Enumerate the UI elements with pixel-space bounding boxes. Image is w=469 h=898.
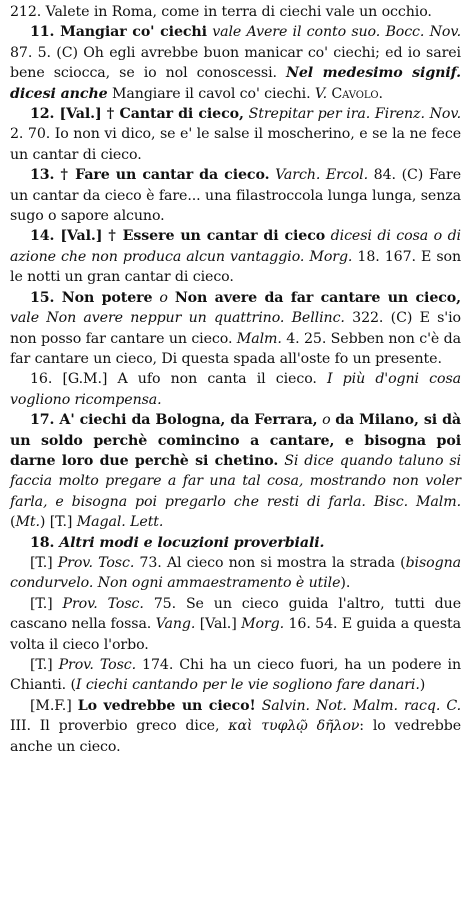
entry-text-run: da Milano, si dà un soldo perchè comincino a cantare, e bisogna poi darne loro due perchè si chetino. (10, 412, 461, 469)
entry-text-run: vale (206, 24, 247, 41)
dictionary-entry-e18 (10, 533, 461, 553)
entry-text-run: 14. [Val.] † Essere un cantar di cieco (30, 228, 326, 245)
entry-text-run: Varch. Ercol. (275, 167, 369, 184)
dictionary-entry-e18b (10, 594, 461, 655)
entry-text-run: I ciechi cantando per le vie sogliono fare danari. (75, 677, 420, 694)
entry-text-run: 16. 54. E guida a questa volta il cieco l'orbo. (10, 616, 461, 653)
entry-text-run: ). (340, 575, 351, 592)
entry-text-run: ( (10, 514, 16, 531)
entry-text-run: 11. Mangiar co' ciechi (30, 24, 207, 41)
entry-text-run: Strepitar per ira. (248, 106, 371, 123)
dictionary-entry-e13 (10, 165, 461, 226)
entry-text-run: Cavolo. (326, 85, 383, 102)
dictionary-entry-e17 (10, 410, 461, 532)
dictionary-entry-e16 (10, 369, 461, 410)
entry-text-run: 18. (30, 534, 60, 551)
dictionary-entry-e18c (10, 655, 461, 696)
dictionary-entry-e212 (10, 2, 461, 22)
entry-text-run: Vang. (155, 616, 196, 633)
entry-text-run: 73. Al cieco non si mostra la strada ( (134, 554, 406, 571)
entry-text-run (366, 494, 374, 510)
entry-text-run: Salvin. Not. Malm. racq. C. (261, 697, 462, 714)
entry-text-run: Prov. Tosc. (62, 595, 144, 612)
dictionary-entry-e14 (10, 226, 461, 287)
entry-text-run: Malm. (236, 330, 282, 347)
entry-text-run (284, 310, 291, 326)
entry-text-run: 18. 167. E son le notti un gran cantar di cieco. (10, 248, 461, 286)
entry-text-run: ) [T.] (39, 514, 77, 531)
entry-text-run: Prov. Tosc. (58, 657, 137, 673)
entry-text-run: Prov. Tosc. (57, 554, 135, 571)
entry-text-run: 17. A' ciechi da Bologna, da Ferrara, (30, 412, 318, 429)
entry-text-run: 12. [Val.] † Cantar di cieco, (30, 106, 244, 123)
entry-text-run: 212. Valete in Roma, come in terra di ciechi vale un occhio. (10, 4, 432, 20)
entry-text-run: [Val.] (195, 616, 242, 633)
entry-text-run: 322. (C) E s'io non posso far cantare un cieco. (10, 310, 461, 347)
entry-text-run: Non avere da far cantare un cieco, (174, 289, 462, 306)
entry-text-run: o (317, 412, 336, 429)
dictionary-entry-e18d (10, 696, 461, 757)
entry-text-run: dicesi di cosa o di azione che non produca alcun vantaggio. (10, 228, 461, 265)
entry-text-run: Mt. (15, 514, 40, 531)
entry-text-run: 87. 5. (C) Oh egli avrebbe buon manicar co' ciechi; ed io sarei bene sciocca, se io nol conoscessi. (10, 44, 461, 82)
entry-text-run: καὶ τυφλῷ δῆλον (228, 718, 360, 735)
entry-text-run: 13. † Fare un cantar da cieco. (30, 167, 270, 184)
entry-text-run: [T.] (30, 657, 59, 673)
entry-text-run: Lo vedrebbe un cieco! (77, 697, 256, 714)
entry-text-run: 4. 25. Sebben non c'è da far cantare un cieco, Di questa spada all'oste fo un presente. (10, 330, 461, 367)
entry-text-run: 75. Se un cieco guida l'altro, tutti due cascano nella fossa. (10, 595, 461, 633)
entry-text-run: [T.] (30, 595, 63, 612)
entry-text-run: V. (314, 85, 327, 102)
entry-text-run: III. Il proverbio greco dice, (10, 718, 229, 735)
entry-text-run: [M.F.] (30, 697, 78, 714)
entry-text-run: Altri modi e locuzioni proverbiali. (59, 534, 325, 551)
entry-text-run: Nel medesimo signif. dicesi anche (10, 65, 461, 102)
entry-text-run: 2. 70. Io non vi dico, se e' le salse il moscherino, e se la ne fece un cantar di cieco. (10, 126, 461, 163)
entry-text-run: Firenz. Nov. (374, 106, 461, 123)
entry-text-run: I più d'ogni cosa vogliono ricompensa. (10, 371, 462, 408)
dictionary-entry-e11 (10, 22, 461, 104)
entry-text-run: Morg. (309, 248, 353, 265)
dictionary-entry-e18a (10, 553, 461, 594)
entry-text-run: vale Non avere neppur un quattrino. (10, 310, 285, 327)
entry-text-run: : lo vedrebbe anche un cieco. (10, 718, 462, 755)
entry-text-run: [T.] (30, 554, 58, 571)
entry-text-run: ) (419, 677, 426, 694)
entry-text-run: 15. Non potere (30, 289, 153, 306)
entry-text-run: Bellinc. (291, 310, 345, 327)
entry-text-run: 84. (C) Fare un cantar da cieco è fare... una filastroccola lunga lunga, senza sugo o sapore alcuno. (10, 167, 461, 225)
entry-text-run: Magal. Lett. (76, 514, 164, 531)
entry-text-run: Bocc. Nov. (385, 24, 461, 41)
entry-text-run: o (152, 289, 175, 306)
entry-text-run: 16. [G.M.] A ufo non canta il cieco. (30, 371, 327, 388)
entry-text-run: bisogna condurvelo. Non ogni ammaestramento è utile (10, 554, 461, 592)
entry-text-run: 174. Chi ha un cieco fuori, ha un podere in Chianti. ( (10, 657, 462, 694)
entry-text-run: Si dice quando taluno si faccia molto pregare a far una tal cosa, mostrando non voler farla, e bisogna poi pregarlo che resti di farla. (10, 452, 461, 510)
dictionary-entry-e12 (10, 104, 461, 165)
entry-text-run: Morg. (241, 616, 285, 633)
entry-text-run: Bisc. Malm. (373, 493, 461, 510)
dictionary-entry-e15 (10, 288, 461, 370)
entry-text-run: Avere il conto suo. (246, 24, 381, 41)
entry-text-run: Mangiare il cavol co' ciechi. (107, 85, 315, 102)
